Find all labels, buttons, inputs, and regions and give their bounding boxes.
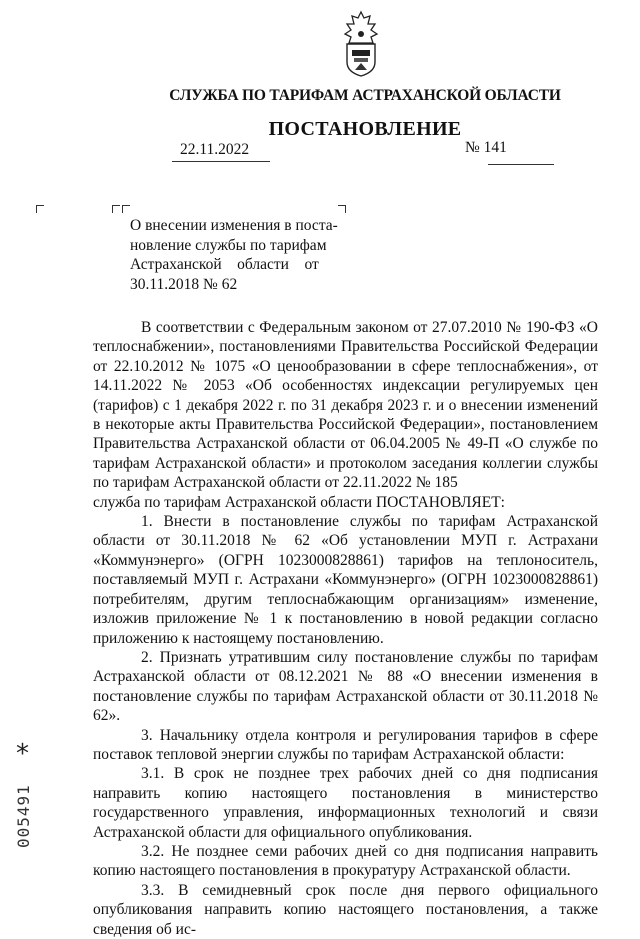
subject-line: О внесении изменения в поста-: [130, 217, 338, 234]
corner-mark-left: [36, 205, 44, 213]
subject-line: Астраханской области от: [130, 256, 319, 273]
corner-mark-subject-left-inner: [122, 205, 130, 213]
document-body: [93, 318, 598, 939]
number-underline: [488, 164, 554, 165]
subject-line: 30.11.2018 № 62: [130, 275, 238, 293]
paragraph-item-2: 2. Признать утратившим силу постановление службы по тарифам Астраханской области от 08.12.2021 № 88 «О внесении изменения в постановление службы по тарифам Астраханской области от 30.11.2018 № 62».: [93, 648, 598, 725]
subject-line: новление службы по тарифам: [130, 236, 327, 254]
organization-name: СЛУЖБА ПО ТАРИФАМ АСТРАХАНСКОЙ ОБЛАСТИ: [169, 87, 561, 104]
paragraph-resolves: служба по тарифам Астраханской области ПОСТАНОВЛЯЕТ:: [93, 493, 505, 511]
paragraph-item-3-3: 3.3. В семидневный срок после дня первого официального опубликования направить копию настоящего постановления, а также сведения об ис-: [93, 881, 598, 938]
document-number: № 141: [465, 139, 507, 156]
paragraph-item-1: 1. Внести в постановление службы по тарифам Астраханской области от 30.11.2018 № 62 «Об установлении МУП г. Астрахани «Коммунэнерго» (ОГРН 1023000828861) тарифов на теплоноситель, поставляемый МУП г. Астрахани «Коммунэнерго» (ОГРН 1023000828861) потребителям, другим теплоснабжающим организациям» изменение, изложив приложение № 1 к постановлению в новой редакции согласно приложению к настоящему постановлению.: [93, 513, 598, 647]
corner-mark-subject-right: [338, 205, 346, 213]
document-date: 22.11.2022: [180, 141, 250, 158]
paragraph-item-3-1: 3.1. В срок не позднее трех рабочих дней со дня подписания направить копию настоящего постановления в министерство государственного управления, информационных технологий и связи Астраханской области для официального опубликования.: [93, 765, 598, 841]
document-type-title: ПОСТАНОВЛЕНИЕ: [268, 118, 462, 140]
margin-asterisk: *: [16, 739, 29, 769]
corner-mark-subject-left: [112, 205, 120, 213]
paragraph-preamble: В соответствии с Федеральным законом от 27.07.2010 № 190-ФЗ «О теплоснабжении», постановлениями Правительства Российской Федерации от 22.10.2012 № 1075 «О ценообразовании в сфере теплоснабжения», от 14.11.2022 № 2053 «Об особенностях индексации регулируемых цен (тарифов) с 1 декабря 2022 г. по 31 декабря 2023 г. и о внесении изменений в некоторые акты Правительства Российской Федерации», постановлением Правительства Астраханской области от 06.04.2005 № 49-П «О службе по тарифам Астраханской области» и протоколом заседания коллегии службы по тарифам Астраханской области от 22.11.2022 № 185: [93, 319, 598, 492]
coat-of-arms-emblem: [342, 10, 380, 78]
paragraph-item-3-2: 3.2. Не позднее семи рабочих дней со дня подписания направить копию настоящего постановления в прокуратуру Астраханской области.: [93, 842, 598, 880]
document-subject: [130, 216, 338, 294]
margin-document-code: 005491: [14, 784, 33, 848]
date-underline: [172, 161, 270, 162]
paragraph-item-3: 3. Начальнику отдела контроля и регулирования тарифов в сфере поставок тепловой энергии службы по тарифам Астраханской области:: [93, 726, 598, 763]
